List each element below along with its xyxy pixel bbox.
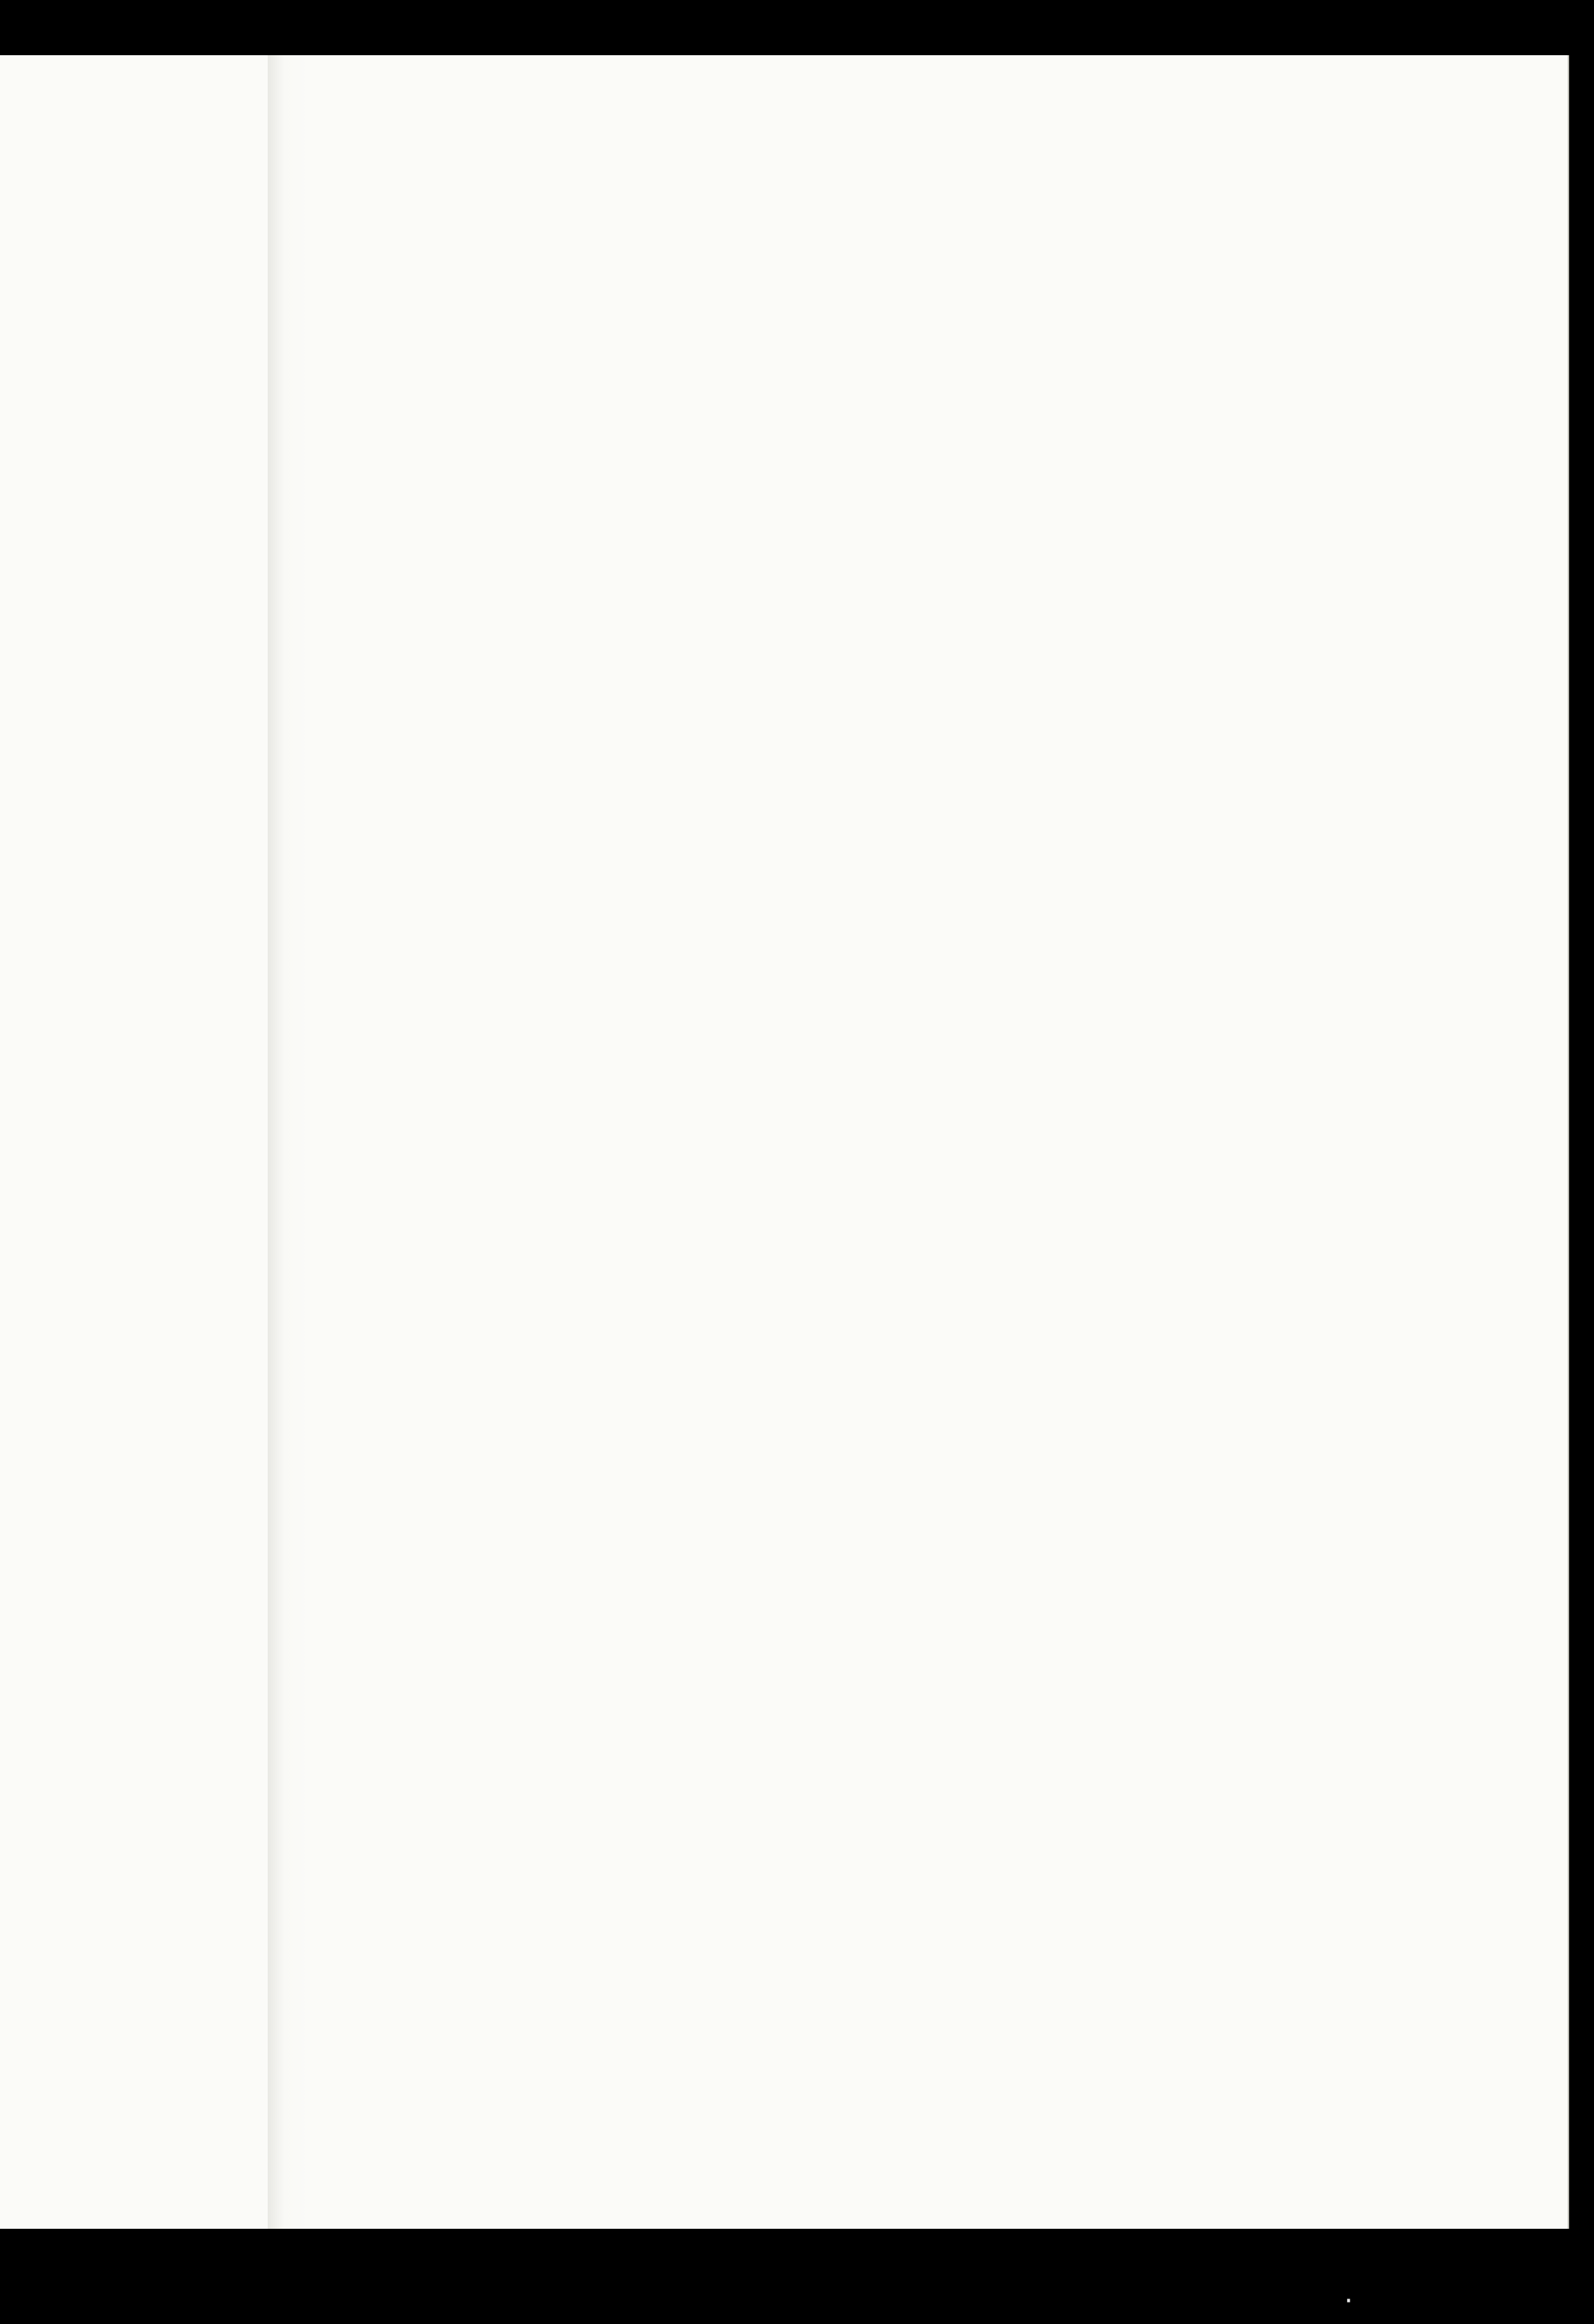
left-page-text [0,55,268,2229]
scan-corner-mark: · [1344,2285,1353,2317]
right-page [309,55,1568,2229]
left-page [0,55,268,2229]
book-spine [268,55,309,2229]
page-edge [1568,55,1569,2229]
